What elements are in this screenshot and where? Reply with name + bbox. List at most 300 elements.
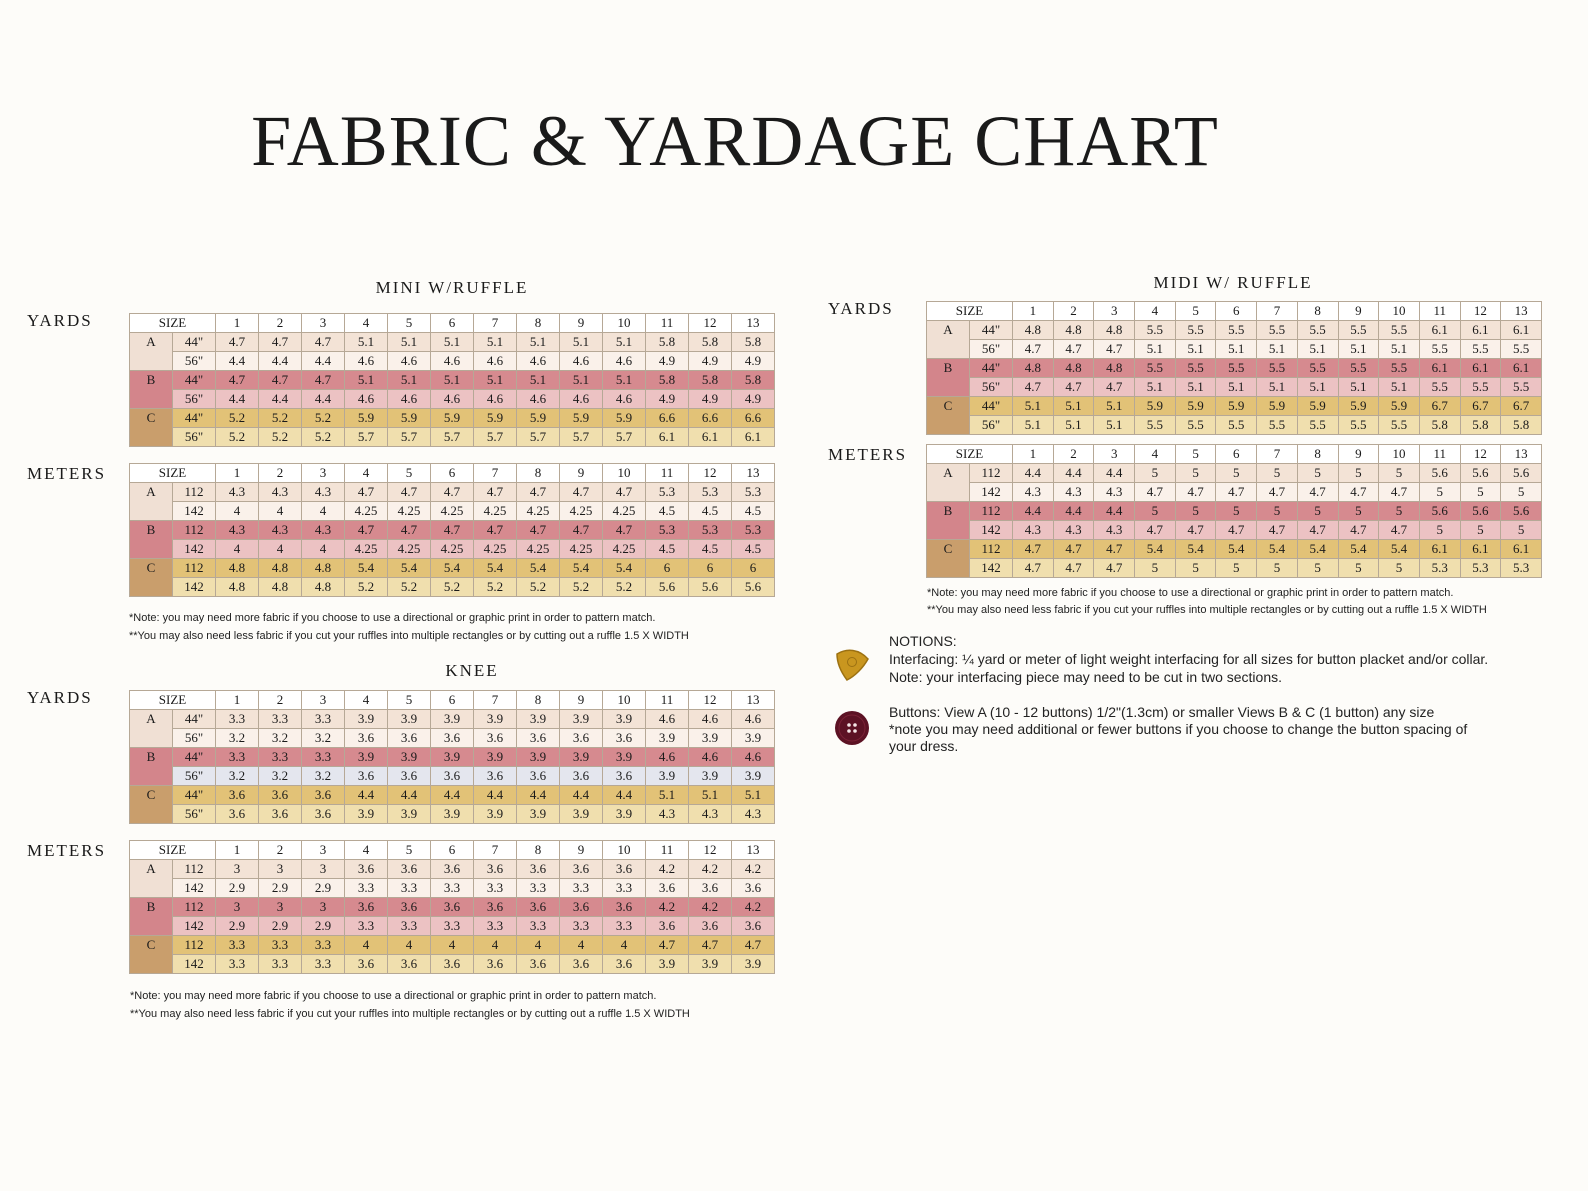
yardage-cell: 5.4 xyxy=(1338,540,1379,559)
view-label: B xyxy=(130,748,173,786)
yardage-cell: 3.9 xyxy=(689,729,732,748)
table-row xyxy=(130,898,775,917)
yardage-cell: 5 xyxy=(1175,559,1216,578)
yardage-cell: 3.3 xyxy=(517,917,560,936)
fabric-width-cell: 142 xyxy=(173,879,216,898)
yardage-cell: 5.3 xyxy=(646,521,689,540)
yardage-cell: 3.6 xyxy=(646,879,689,898)
yardage-cell: 5 xyxy=(1175,502,1216,521)
yardage-cell: 5.5 xyxy=(1501,340,1542,359)
yardage-cell: 4.25 xyxy=(517,540,560,559)
fabric-width-cell: 142 xyxy=(173,502,216,521)
view-label: A xyxy=(927,321,970,359)
view-label: A xyxy=(130,710,173,748)
table-row xyxy=(130,540,775,559)
yardage-cell: 4.25 xyxy=(603,502,646,521)
size-column-header: 4 xyxy=(345,841,388,860)
size-column-header: 11 xyxy=(646,841,689,860)
yardage-cell: 3.9 xyxy=(517,710,560,729)
yardage-cell: 5.1 xyxy=(560,371,603,390)
yardage-cell: 3.6 xyxy=(216,805,259,824)
yardage-cell: 5.2 xyxy=(259,409,302,428)
view-label: A xyxy=(130,860,173,898)
yardage-cell: 5.6 xyxy=(646,578,689,597)
yardage-cell: 3.6 xyxy=(345,860,388,879)
yardage-cell: 3.2 xyxy=(259,767,302,786)
yardage-cell: 5 xyxy=(1419,483,1460,502)
yardage-cell: 4.7 xyxy=(431,521,474,540)
size-column-header: 12 xyxy=(689,464,732,483)
table-row xyxy=(130,729,775,748)
knee-yards-label: YARDS xyxy=(27,688,93,707)
yardage-cell: 4.8 xyxy=(1053,359,1094,378)
size-column-header: 13 xyxy=(1501,445,1542,464)
yardage-cell: 4.7 xyxy=(1013,540,1054,559)
yardage-cell: 5.5 xyxy=(1257,416,1298,435)
yardage-cell: 4.2 xyxy=(732,860,775,879)
yardage-cell: 5.1 xyxy=(474,333,517,352)
yardage-cell: 5.4 xyxy=(603,559,646,578)
size-column-header: 10 xyxy=(603,464,646,483)
yardage-cell: 3.9 xyxy=(474,805,517,824)
yardage-cell: 4.7 xyxy=(1094,540,1135,559)
yardage-cell: 5.2 xyxy=(388,578,431,597)
yardage-cell: 3.2 xyxy=(302,729,345,748)
yardage-cell: 3.9 xyxy=(345,748,388,767)
yardage-cell: 4.4 xyxy=(1094,464,1135,483)
yardage-cell: 5.1 xyxy=(732,786,775,805)
yardage-cell: 5.1 xyxy=(1013,416,1054,435)
table-row xyxy=(130,860,775,879)
yardage-cell: 4.6 xyxy=(646,748,689,767)
yardage-cell: 5.2 xyxy=(216,409,259,428)
yardage-cell: 3.6 xyxy=(302,786,345,805)
yardage-cell: 5.2 xyxy=(603,578,646,597)
yardage-cell: 5.6 xyxy=(1419,502,1460,521)
yardage-cell: 5.9 xyxy=(1297,397,1338,416)
yardage-cell: 3.9 xyxy=(517,748,560,767)
yardage-cell: 3.2 xyxy=(302,767,345,786)
yardage-cell: 4.3 xyxy=(646,805,689,824)
table-row xyxy=(130,879,775,898)
fabric-width-cell: 142 xyxy=(970,559,1013,578)
yardage-cell: 5.6 xyxy=(1460,464,1501,483)
knee-note-2: **You may also need less fabric if you cut your ruffles into multiple rectangles or by cutting out a ruffle 1.5 X WIDTH xyxy=(130,1008,690,1020)
yardage-cell: 3.3 xyxy=(431,879,474,898)
yardage-cell: 3.3 xyxy=(302,748,345,767)
size-column-header: 7 xyxy=(474,464,517,483)
size-column-header: 7 xyxy=(474,841,517,860)
yardage-cell: 4.7 xyxy=(560,483,603,502)
yardage-cell: 5.1 xyxy=(1257,340,1298,359)
size-column-header: 6 xyxy=(1216,302,1257,321)
yardage-cell: 5.4 xyxy=(474,559,517,578)
yardage-cell: 3.6 xyxy=(345,767,388,786)
yardage-cell: 3.9 xyxy=(732,729,775,748)
yardage-cell: 4.3 xyxy=(1053,521,1094,540)
yardage-cell: 6 xyxy=(689,559,732,578)
yardage-cell: 5.6 xyxy=(1419,464,1460,483)
size-column-header: 4 xyxy=(345,691,388,710)
yardage-cell: 3.3 xyxy=(431,917,474,936)
yardage-cell: 3.6 xyxy=(302,805,345,824)
interfacing-line-2: Note: your interfacing piece may need to be cut in two sections. xyxy=(889,669,1282,685)
yardage-cell: 5 xyxy=(1135,559,1176,578)
yardage-cell: 5.5 xyxy=(1135,359,1176,378)
yardage-cell: 4.4 xyxy=(302,390,345,409)
yardage-cell: 4.9 xyxy=(646,390,689,409)
yardage-cell: 4.4 xyxy=(216,352,259,371)
yardage-cell: 6.6 xyxy=(689,409,732,428)
yardage-cell: 3 xyxy=(216,860,259,879)
yardage-cell: 5.6 xyxy=(732,578,775,597)
size-column-header: 5 xyxy=(388,464,431,483)
yardage-cell: 4.9 xyxy=(732,390,775,409)
yardage-cell: 5.9 xyxy=(517,409,560,428)
yardage-cell: 2.9 xyxy=(302,917,345,936)
yardage-cell: 5.1 xyxy=(1216,340,1257,359)
yardage-cell: 5.7 xyxy=(388,428,431,447)
fabric-width-cell: 44" xyxy=(970,397,1013,416)
size-column-header: 13 xyxy=(1501,302,1542,321)
mini-note-2: **You may also need less fabric if you cut your ruffles into multiple rectangles or by cutting out a ruffle 1.5 X WIDTH xyxy=(129,630,689,642)
size-column-header: 1 xyxy=(216,464,259,483)
yardage-cell: 5.5 xyxy=(1379,359,1420,378)
yardage-cell: 3 xyxy=(302,898,345,917)
size-column-header: 8 xyxy=(1297,302,1338,321)
yardage-cell: 4.8 xyxy=(1094,321,1135,340)
yardage-cell: 3.9 xyxy=(646,955,689,974)
button-icon xyxy=(834,710,870,746)
table-row xyxy=(130,559,775,578)
yardage-cell: 5.4 xyxy=(1135,540,1176,559)
yardage-cell: 3.6 xyxy=(560,898,603,917)
yardage-cell: 5.5 xyxy=(1257,321,1298,340)
view-label: C xyxy=(130,786,173,824)
view-label: A xyxy=(130,333,173,371)
yardage-cell: 3.9 xyxy=(689,955,732,974)
fabric-width-cell: 142 xyxy=(173,578,216,597)
yardage-cell: 5.5 xyxy=(1297,321,1338,340)
mini-yards-label: YARDS xyxy=(27,311,93,330)
yardage-cell: 5.9 xyxy=(1175,397,1216,416)
yardage-cell: 5.9 xyxy=(1216,397,1257,416)
size-column-header: 13 xyxy=(732,464,775,483)
yardage-cell: 5.5 xyxy=(1338,416,1379,435)
size-column-header: 9 xyxy=(560,691,603,710)
yardage-cell: 4.5 xyxy=(689,502,732,521)
yardage-cell: 3.3 xyxy=(302,936,345,955)
size-column-header: 3 xyxy=(302,464,345,483)
size-column-header: 13 xyxy=(732,841,775,860)
table-row xyxy=(130,333,775,352)
yardage-cell: 3.6 xyxy=(560,729,603,748)
yardage-cell: 4.6 xyxy=(388,390,431,409)
table-row xyxy=(927,483,1542,502)
yardage-cell: 4 xyxy=(560,936,603,955)
yardage-cell: 4.7 xyxy=(1338,521,1379,540)
size-column-header: 8 xyxy=(517,691,560,710)
yardage-cell: 5 xyxy=(1338,464,1379,483)
size-column-header: 1 xyxy=(1013,445,1054,464)
yardage-cell: 5.6 xyxy=(1460,502,1501,521)
size-column-header: 11 xyxy=(646,314,689,333)
yardage-cell: 2.9 xyxy=(259,879,302,898)
fabric-width-cell: 56" xyxy=(173,767,216,786)
interfacing-line-1: Interfacing: ¼ yard or meter of light weight interfacing for all sizes for button placket and/or collar. xyxy=(889,651,1489,667)
yardage-cell: 3.6 xyxy=(388,767,431,786)
yardage-cell: 4.7 xyxy=(517,521,560,540)
size-column-header: 3 xyxy=(302,691,345,710)
yardage-cell: 5.7 xyxy=(517,428,560,447)
yardage-cell: 3.6 xyxy=(732,879,775,898)
yardage-cell: 5.8 xyxy=(1419,416,1460,435)
table-row xyxy=(927,378,1542,397)
yardage-cell: 4.3 xyxy=(689,805,732,824)
view-label: C xyxy=(927,397,970,435)
yardage-cell: 4.4 xyxy=(302,352,345,371)
table-row xyxy=(927,540,1542,559)
yardage-cell: 5.1 xyxy=(1379,378,1420,397)
yardage-cell: 4.7 xyxy=(732,936,775,955)
yardage-cell: 5.2 xyxy=(216,428,259,447)
midi-note-2: **You may also need less fabric if you cut your ruffles into multiple rectangles or by cutting out a ruffle 1.5 X WIDTH xyxy=(927,604,1487,616)
size-column-header: 4 xyxy=(345,314,388,333)
yardage-cell: 4.7 xyxy=(1175,521,1216,540)
yardage-cell: 5.1 xyxy=(345,371,388,390)
yardage-cell: 3.6 xyxy=(345,955,388,974)
yardage-cell: 5 xyxy=(1338,559,1379,578)
knee-note-1: *Note: you may need more fabric if you choose to use a directional or graphic print in order to pattern match. xyxy=(130,990,657,1002)
size-column-header: 8 xyxy=(517,464,560,483)
yardage-cell: 3.3 xyxy=(259,710,302,729)
yardage-cell: 5.2 xyxy=(474,578,517,597)
yardage-cell: 4 xyxy=(388,936,431,955)
yardage-cell: 4.3 xyxy=(1013,521,1054,540)
yardage-cell: 3.9 xyxy=(517,805,560,824)
view-label: B xyxy=(927,502,970,540)
yardage-cell: 3.2 xyxy=(216,767,259,786)
table-row xyxy=(130,502,775,521)
yardage-cell: 5.7 xyxy=(474,428,517,447)
yardage-cell: 3.3 xyxy=(474,879,517,898)
yardage-cell: 4.4 xyxy=(388,786,431,805)
yardage-cell: 3.6 xyxy=(603,955,646,974)
fabric-width-cell: 56" xyxy=(173,390,216,409)
yardage-cell: 6.6 xyxy=(646,409,689,428)
yardage-cell: 3.3 xyxy=(216,748,259,767)
yardage-cell: 3.3 xyxy=(560,917,603,936)
yardage-cell: 5.5 xyxy=(1419,340,1460,359)
size-column-header: 13 xyxy=(732,691,775,710)
yardage-cell: 3.9 xyxy=(646,729,689,748)
yardage-cell: 5.9 xyxy=(345,409,388,428)
fabric-width-cell: 142 xyxy=(970,483,1013,502)
yardage-cell: 4.3 xyxy=(1013,483,1054,502)
yardage-cell: 3.6 xyxy=(474,729,517,748)
size-column-header: 9 xyxy=(560,841,603,860)
yardage-cell: 4.25 xyxy=(603,540,646,559)
yardage-cell: 4.7 xyxy=(517,483,560,502)
yardage-cell: 4.6 xyxy=(517,352,560,371)
yardage-cell: 4.4 xyxy=(259,390,302,409)
yardage-cell: 3.6 xyxy=(517,860,560,879)
yardage-cell: 4.6 xyxy=(646,710,689,729)
yardage-cell: 4.6 xyxy=(560,390,603,409)
yardage-cell: 4.7 xyxy=(689,936,732,955)
size-column-header: 9 xyxy=(560,314,603,333)
table-row xyxy=(130,390,775,409)
yardage-cell: 3.6 xyxy=(517,729,560,748)
yardage-cell: 4.7 xyxy=(259,333,302,352)
yardage-cell: 4 xyxy=(302,540,345,559)
table-row xyxy=(130,483,775,502)
size-column-header: 11 xyxy=(646,464,689,483)
yardage-cell: 5.5 xyxy=(1297,359,1338,378)
yardage-cell: 3.9 xyxy=(732,767,775,786)
yardage-cell: 4.7 xyxy=(1053,340,1094,359)
size-column-header: 4 xyxy=(1135,445,1176,464)
size-column-header: 7 xyxy=(474,691,517,710)
yardage-cell: 4.6 xyxy=(689,748,732,767)
yardage-cell: 5.1 xyxy=(517,371,560,390)
knee-meters-table xyxy=(129,840,775,974)
fabric-width-cell: 44" xyxy=(173,786,216,805)
yardage-cell: 6.7 xyxy=(1501,397,1542,416)
yardage-cell: 3.6 xyxy=(732,917,775,936)
yardage-cell: 4.7 xyxy=(388,521,431,540)
view-label: B xyxy=(130,371,173,409)
yardage-cell: 4.3 xyxy=(216,521,259,540)
yardage-cell: 3.6 xyxy=(345,898,388,917)
table-row xyxy=(130,805,775,824)
fabric-width-cell: 56" xyxy=(970,340,1013,359)
yardage-cell: 4.4 xyxy=(1013,502,1054,521)
fabric-width-cell: 56" xyxy=(173,428,216,447)
chalk-icon xyxy=(833,644,871,682)
yardage-cell: 4.6 xyxy=(474,390,517,409)
yardage-cell: 4.8 xyxy=(216,559,259,578)
yardage-cell: 3.9 xyxy=(345,805,388,824)
size-column-header: 11 xyxy=(1419,302,1460,321)
yardage-cell: 5.4 xyxy=(1297,540,1338,559)
fabric-width-cell: 56" xyxy=(970,378,1013,397)
yardage-cell: 5 xyxy=(1379,464,1420,483)
yardage-cell: 5 xyxy=(1257,559,1298,578)
yardage-cell: 5.9 xyxy=(603,409,646,428)
yardage-cell: 6 xyxy=(732,559,775,578)
yardage-cell: 3.3 xyxy=(474,917,517,936)
yardage-cell: 3.9 xyxy=(345,710,388,729)
mini-yards-table xyxy=(129,313,775,447)
yardage-cell: 4.7 xyxy=(431,483,474,502)
table-row xyxy=(130,748,775,767)
yardage-cell: 4.5 xyxy=(689,540,732,559)
yardage-cell: 3.6 xyxy=(560,860,603,879)
yardage-cell: 3 xyxy=(302,860,345,879)
size-column-header: 13 xyxy=(732,314,775,333)
yardage-cell: 4.3 xyxy=(1094,483,1135,502)
yardage-cell: 4.7 xyxy=(603,483,646,502)
yardage-cell: 4.3 xyxy=(302,483,345,502)
yardage-cell: 4.4 xyxy=(603,786,646,805)
fabric-width-cell: 112 xyxy=(173,483,216,502)
yardage-cell: 3.6 xyxy=(517,767,560,786)
size-column-header: 4 xyxy=(345,464,388,483)
yardage-cell: 3 xyxy=(259,860,302,879)
fabric-width-cell: 112 xyxy=(970,464,1013,483)
yardage-cell: 4.4 xyxy=(1094,502,1135,521)
midi-yards-label: YARDS xyxy=(828,299,894,318)
yardage-cell: 5 xyxy=(1460,483,1501,502)
yardage-cell: 3.9 xyxy=(388,748,431,767)
fabric-width-cell: 112 xyxy=(173,936,216,955)
yardage-cell: 5.8 xyxy=(646,333,689,352)
size-column-header: 10 xyxy=(603,314,646,333)
size-column-header: 2 xyxy=(259,841,302,860)
view-label: A xyxy=(927,464,970,502)
table-row xyxy=(130,955,775,974)
yardage-cell: 4.25 xyxy=(345,502,388,521)
yardage-cell: 5.5 xyxy=(1460,378,1501,397)
yardage-cell: 5.7 xyxy=(431,428,474,447)
yardage-cell: 5.6 xyxy=(689,578,732,597)
yardage-cell: 5.1 xyxy=(603,333,646,352)
yardage-cell: 4.7 xyxy=(1135,521,1176,540)
yardage-cell: 4.9 xyxy=(732,352,775,371)
yardage-cell: 6.1 xyxy=(1501,321,1542,340)
yardage-cell: 3.6 xyxy=(474,860,517,879)
yardage-cell: 4.7 xyxy=(302,371,345,390)
size-header: SIZE xyxy=(130,314,216,333)
yardage-cell: 4.4 xyxy=(345,786,388,805)
yardage-cell: 3.6 xyxy=(517,955,560,974)
yardage-cell: 5.1 xyxy=(1257,378,1298,397)
fabric-width-cell: 142 xyxy=(173,540,216,559)
yardage-cell: 4.7 xyxy=(1338,483,1379,502)
size-column-header: 5 xyxy=(1175,445,1216,464)
yardage-cell: 5.1 xyxy=(1053,416,1094,435)
view-label: C xyxy=(130,409,173,447)
yardage-cell: 4.2 xyxy=(689,898,732,917)
yardage-cell: 5 xyxy=(1338,502,1379,521)
yardage-cell: 3.3 xyxy=(216,936,259,955)
yardage-cell: 5.1 xyxy=(388,371,431,390)
yardage-cell: 5 xyxy=(1257,464,1298,483)
table-row xyxy=(130,936,775,955)
size-column-header: 6 xyxy=(431,314,474,333)
yardage-cell: 5.9 xyxy=(1135,397,1176,416)
yardage-cell: 5.5 xyxy=(1175,359,1216,378)
yardage-cell: 5.1 xyxy=(1379,340,1420,359)
yardage-cell: 4.3 xyxy=(1094,521,1135,540)
yardage-cell: 4 xyxy=(259,540,302,559)
knee-section-title: KNEE xyxy=(445,661,499,680)
yardage-cell: 4.7 xyxy=(1175,483,1216,502)
fabric-width-cell: 56" xyxy=(173,352,216,371)
yardage-cell: 4.4 xyxy=(216,390,259,409)
yardage-cell: 4.7 xyxy=(646,936,689,955)
yardage-cell: 4.7 xyxy=(259,371,302,390)
yardage-cell: 5.1 xyxy=(1216,378,1257,397)
size-column-header: 7 xyxy=(474,314,517,333)
yardage-cell: 4.3 xyxy=(259,483,302,502)
yardage-cell: 5.2 xyxy=(259,428,302,447)
yardage-cell: 4.5 xyxy=(732,502,775,521)
yardage-cell: 4.7 xyxy=(1053,540,1094,559)
yardage-cell: 5.1 xyxy=(1297,378,1338,397)
yardage-cell: 4.7 xyxy=(1216,483,1257,502)
